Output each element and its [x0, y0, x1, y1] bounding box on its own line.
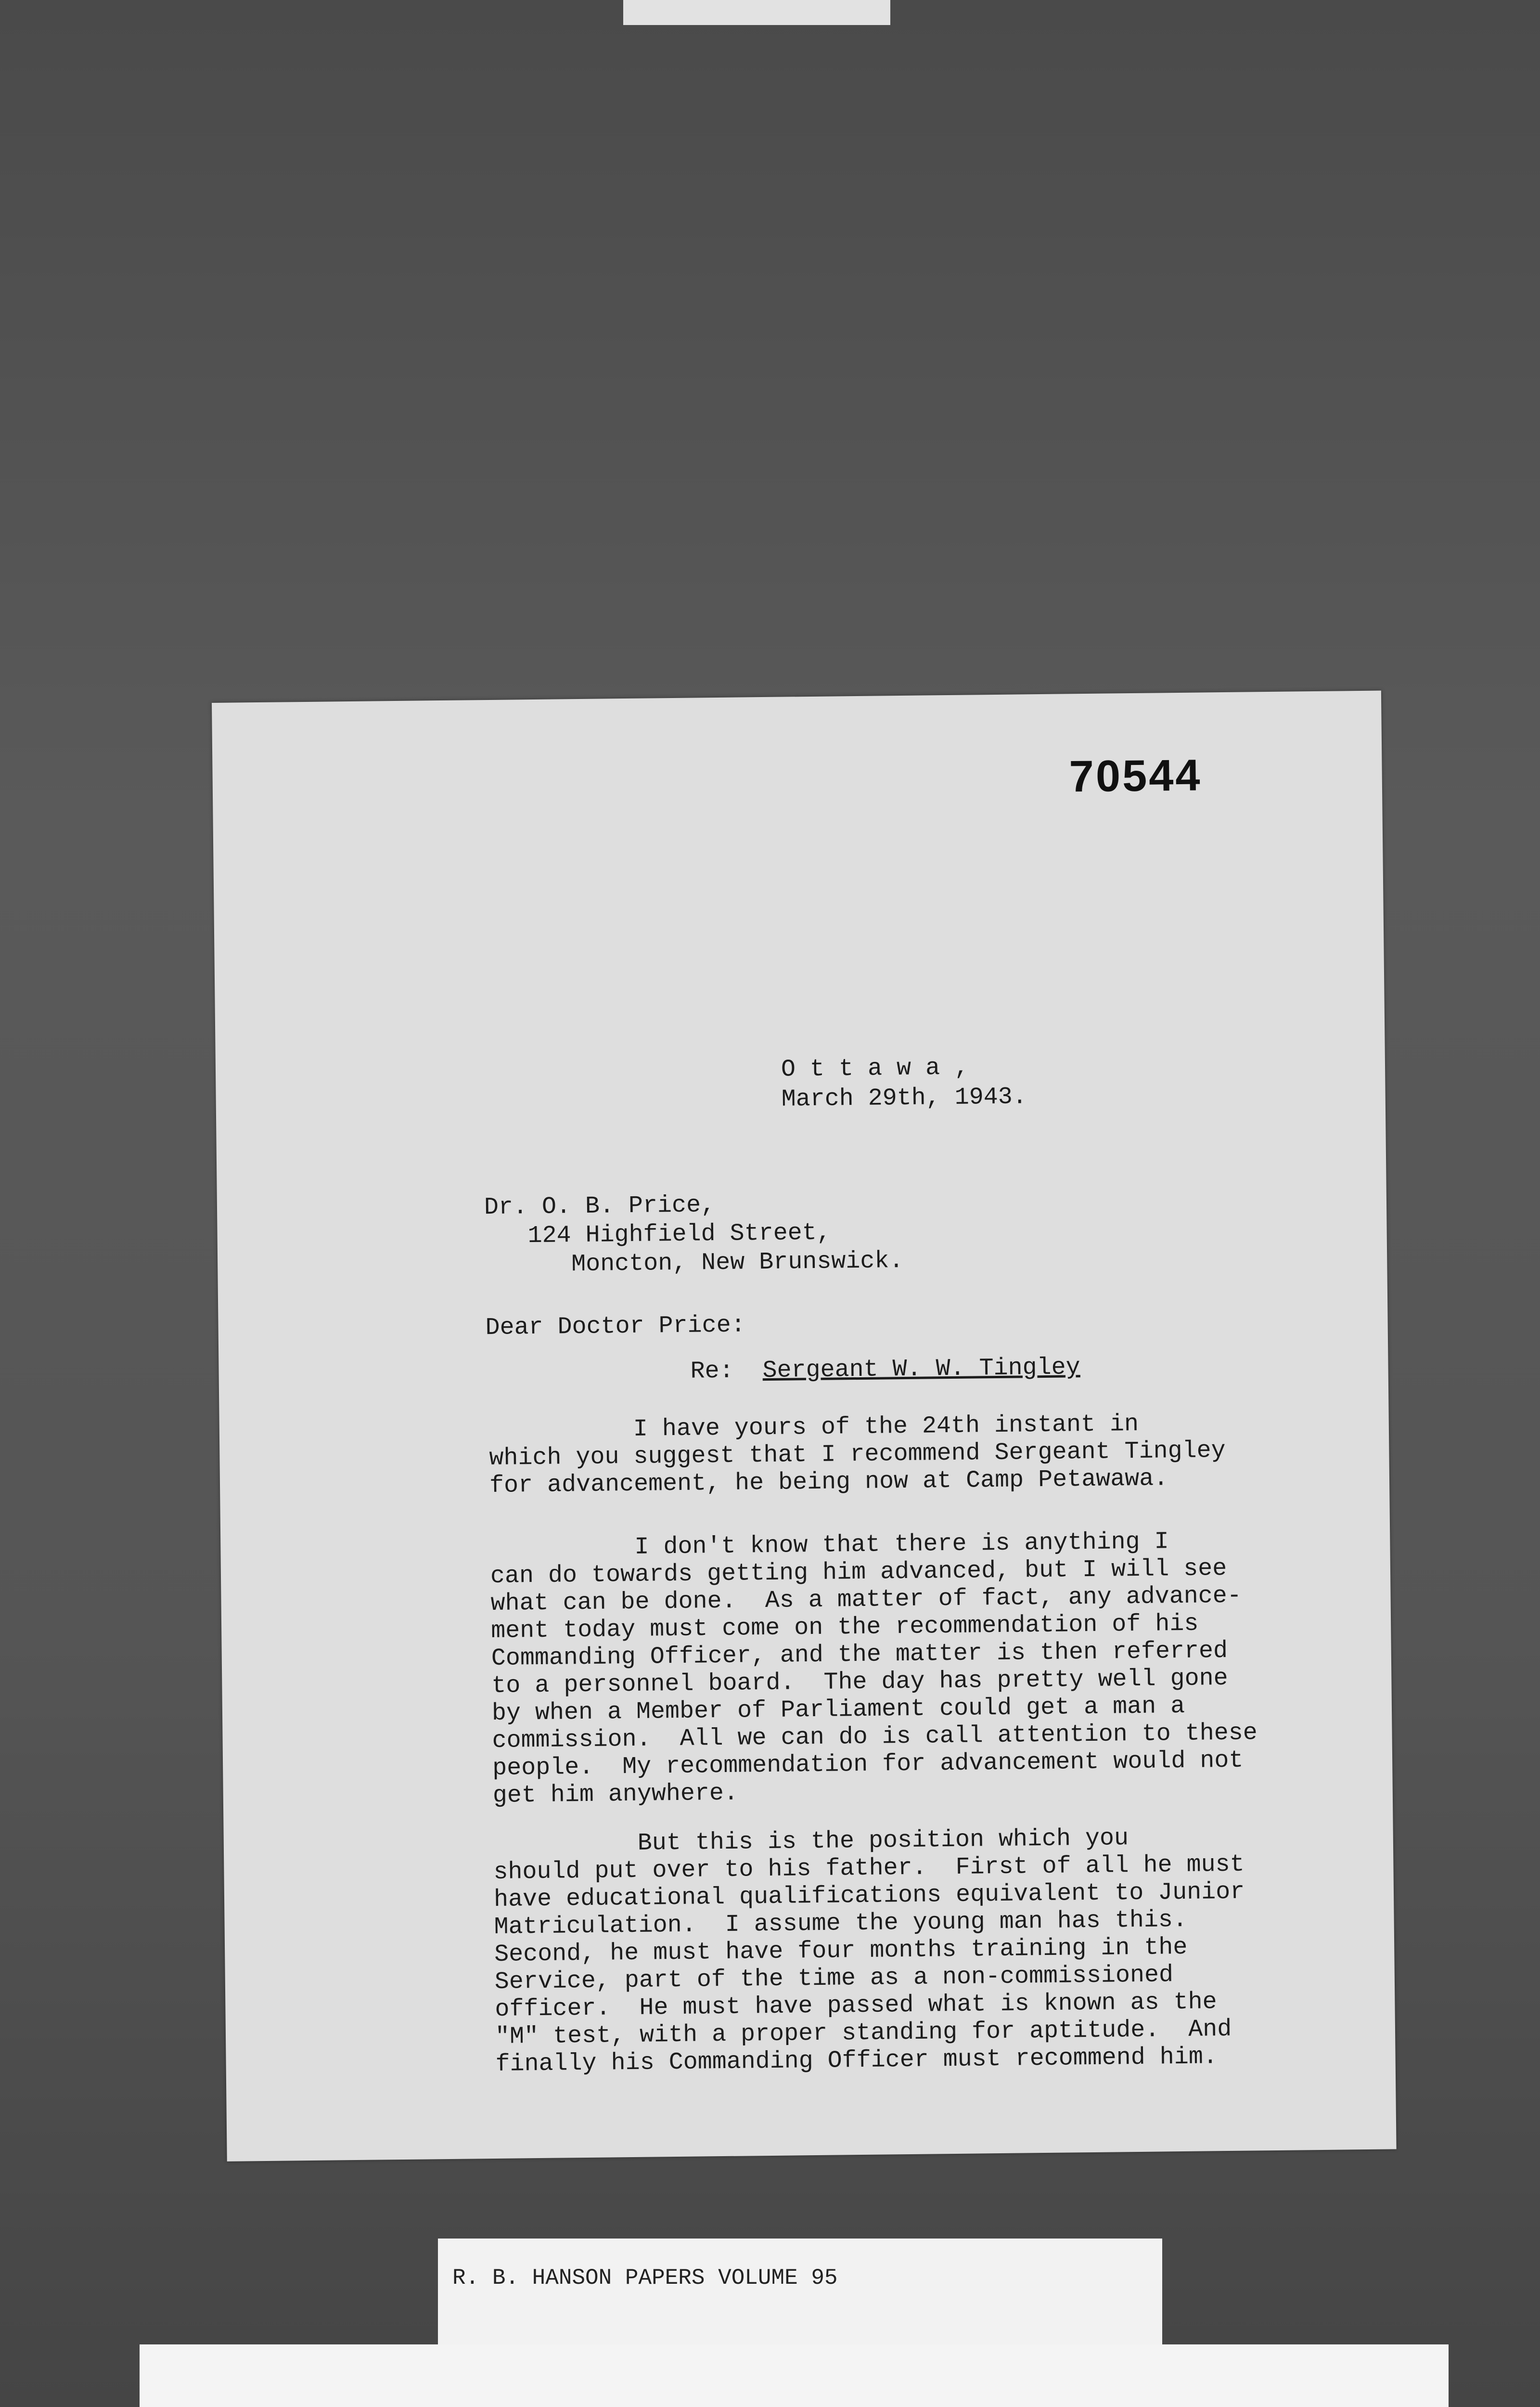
re-subject: Sergeant W. W. Tingley — [762, 1354, 1080, 1385]
volume-label-slip — [438, 2239, 1162, 2344]
re-label: Re: — [690, 1357, 734, 1385]
letter-page — [212, 691, 1397, 2161]
letter-date: March 29th, 1943. — [781, 1083, 1027, 1113]
recipient-street: 124 Highfield Street, — [527, 1219, 832, 1250]
archives-stamp-card — [140, 2344, 1449, 2407]
recipient-city: Moncton, New Brunswick. — [571, 1247, 904, 1279]
letter-paragraph-1: I have yours of the 24th instant in which you suggest that I recommend Sergeant Tingley for advancement, he being now at Camp Petawawa. — [488, 1410, 1226, 1500]
letter-paragraph-3: But this is the position which you should put over to his father. First of all he must have educational qualifications equivalent to Junior Matriculation. I assume the young man has this. Second, he must have four months training in the Service, part of the time as a non-commissioned officer. He must have passed what is known as the "M" test, with a proper standing for aptitude. And finally his Commanding Officer must recommend him. — [493, 1825, 1245, 2078]
letter-place: O t t a w a , — [781, 1054, 969, 1084]
volume-label-text: R. B. HANSON PAPERS VOLUME 95 — [452, 2265, 838, 2291]
top-paper-tab — [623, 0, 890, 25]
salutation: Dear Doctor Price: — [485, 1311, 745, 1342]
document-number: 70544 — [1069, 751, 1203, 802]
letter-paragraph-2: I don't know that there is anything I can do towards getting him advanced, but I will see what can be done. As a matter of fact, any advance- ment today must come on the recommendation of his Commanding Officer, and the matter is then referred to a personnel board. The day has pretty well gone by when a Member of Parliament could get a man a commission. All we can do is call attention to these people. My recommendation for advancement would not get him anywhere. — [490, 1528, 1258, 1810]
recipient-name: Dr. O. B. Price, — [484, 1191, 716, 1222]
